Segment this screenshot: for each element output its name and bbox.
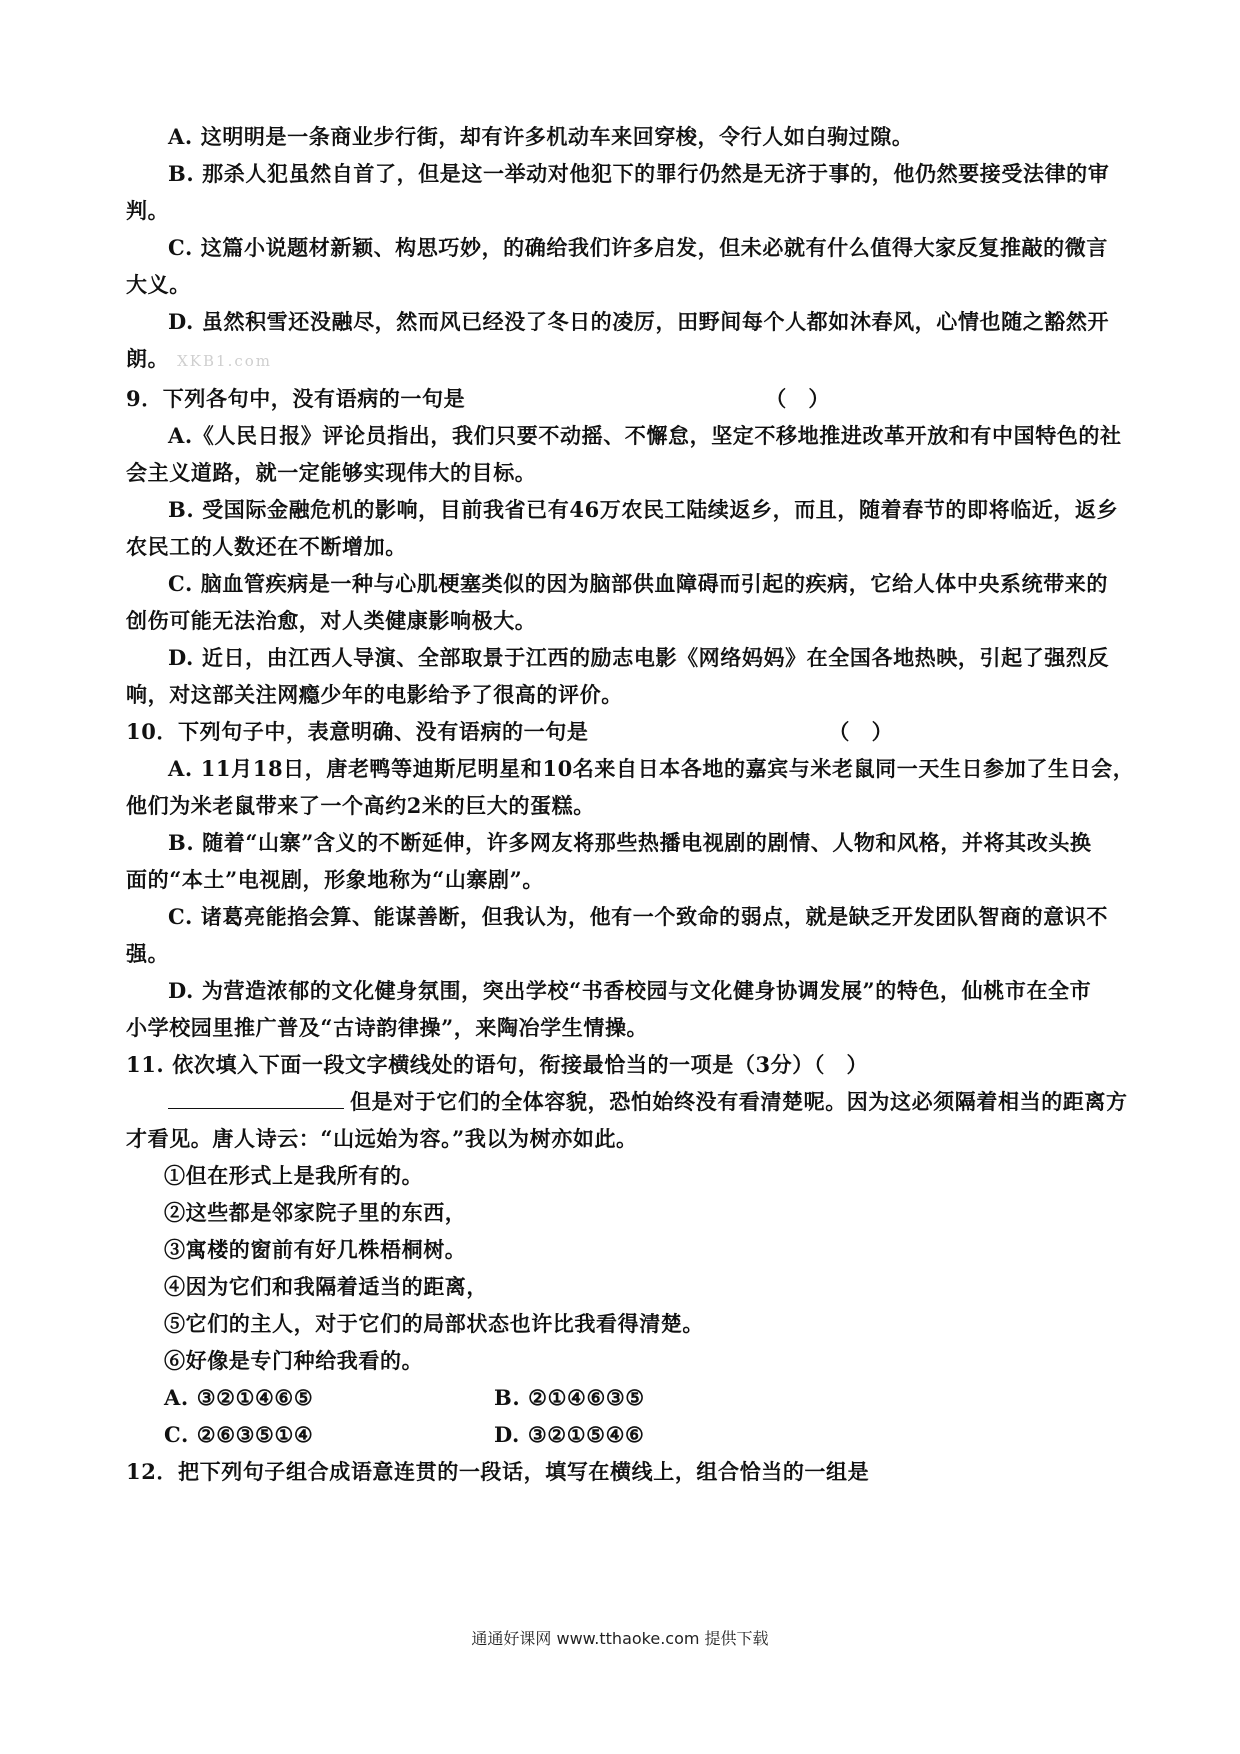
q10-stem-text: 10．下列句子中，表意明确、没有语病的一句是 — [126, 719, 589, 744]
q9-option-b-line2: 农民工的人数还在不断增加。 — [126, 534, 407, 559]
q11-passage-line1 — [126, 1083, 1126, 1120]
q10-option-b-line1: B. 随着“山寨”含义的不断延伸，许多网友将那些热播电视剧的剧情、人物和风格，并将其改头换 — [168, 830, 1092, 855]
exam-content — [126, 118, 1135, 1490]
q9-option-c-line2: 创伤可能无法治愈，对人类健康影响极大。 — [126, 608, 537, 633]
q11-option-b: B. ②①④⑥③⑤ — [494, 1385, 645, 1410]
q8-option-c-line1: C. 这篇小说题材新颖、构思巧妙，的确给我们许多启发，但未必就有什么值得大家反复推敲的微言 — [168, 235, 1108, 260]
q11-item-2: ②这些都是邻家院子里的东西， — [164, 1200, 467, 1225]
q11-options-row1 — [126, 1379, 1126, 1416]
q10-option-c-line1: C. 诸葛亮能掐会算、能谋善断，但我认为，他有一个致命的弱点，就是缺乏开发团队智商的意识不 — [168, 904, 1108, 929]
q11-item-1: ①但在形式上是我所有的。 — [164, 1163, 424, 1188]
page-footer: 通通好课网 www.tthaoke.com 提供下载 — [471, 1629, 769, 1648]
q11-passage-line1-text: 但是对于它们的全体容貌，恐怕始终没有看清楚呢。因为这必须隔着相当的距离方 — [350, 1089, 1128, 1114]
q10-option-a-line1: A. 11月18日，唐老鸭等迪斯尼明星和10名来自日本各地的嘉宾与米老鼠同一天生日参加了生日会， — [168, 756, 1135, 781]
q10-stem — [126, 713, 1126, 750]
q8-option-d-line2 — [126, 340, 1126, 380]
q11-item-3: ③寓楼的窗前有好几株梧桐树。 — [164, 1237, 467, 1262]
q8-option-b-line2: 判。 — [126, 198, 170, 223]
q11-item-4: ④因为它们和我隔着适当的距离， — [164, 1274, 488, 1299]
q8-option-a: A. 这明明是一条商业步行街，却有许多机动车来回穿梭，令行人如白驹过隙。 — [168, 124, 914, 149]
q11-fill-blank — [168, 1086, 344, 1109]
q9-option-b-line1: B. 受国际金融危机的影响，目前我省已有46万农民工陆续返乡，而且，随着春节的即将临近，返乡 — [168, 497, 1119, 522]
q10-option-c-line2: 强。 — [126, 941, 170, 966]
q10-option-d-line1: D. 为营造浓郁的文化健身氛围，突出学校“书香校园与文化健身协调发展”的特色，仙桃市在全市 — [168, 978, 1092, 1003]
q10-answer-paren: （ ） — [828, 719, 894, 744]
q9-answer-paren: （ ） — [765, 386, 831, 411]
q11-item-5: ⑤它们的主人，对于它们的局部状态也许比我看得清楚。 — [164, 1311, 704, 1336]
q9-option-d-line2: 响，对这部关注网瘾少年的电影给予了很高的评价。 — [126, 682, 623, 707]
q12-stem: 12．把下列句子组合成语意连贯的一段话，填写在横线上，组合恰当的一组是 — [126, 1459, 870, 1484]
q11-stem: 11. 依次填入下面一段文字横线处的语句，衔接最恰当的一项是（3分）（ ） — [126, 1052, 869, 1077]
q11-option-c: C. ②⑥③⑤①④ — [164, 1422, 314, 1447]
q8-option-c-line2: 大义。 — [126, 272, 191, 297]
q9-option-a-line2: 会主义道路，就一定能够实现伟大的目标。 — [126, 460, 537, 485]
q11-item-6: ⑥好像是专门种给我看的。 — [164, 1348, 424, 1373]
q11-option-d: D. ③②①⑤④⑥ — [494, 1422, 645, 1447]
q9-stem-text: 9．下列各句中，没有语病的一句是 — [126, 386, 466, 411]
q10-option-a-line2: 他们为米老鼠带来了一个高约2米的巨大的蛋糕。 — [126, 793, 595, 818]
q9-option-a-line1: A.《人民日报》评论员指出，我们只要不动摇、不懈怠，坚定不移地推进改革开放和有中国特色的社 — [168, 423, 1122, 448]
q8-option-b-line1: B. 那杀人犯虽然自首了，但是这一举动对他犯下的罪行仍然是无济于事的，他仍然要接受法律的审 — [168, 161, 1110, 186]
q9-stem — [126, 380, 1126, 417]
watermark: XKB1.com — [177, 352, 272, 370]
q9-option-d-line1: D. 近日，由江西人导演、全部取景于江西的励志电影《网络妈妈》在全国各地热映，引起了强烈反 — [168, 645, 1110, 670]
q10-option-b-line2: 面的“本土”电视剧，形象地称为“山寨剧”。 — [126, 867, 544, 892]
q10-option-d-line2: 小学校园里推广普及“古诗韵律操”，来陶冶学生情操。 — [126, 1015, 649, 1040]
q8-option-d-line1: D. 虽然积雪还没融尽，然而风已经没了冬日的凌厉，田野间每个人都如沐春风，心情也随之豁然开 — [168, 309, 1110, 334]
q11-passage-line2: 才看见。唐人诗云：“山远始为容。”我以为树亦如此。 — [126, 1126, 638, 1151]
q11-option-a: A. ③②①④⑥⑤ — [164, 1385, 314, 1410]
q8-option-d-line2-text: 朗。 — [126, 346, 170, 371]
q11-options-row2 — [126, 1416, 1126, 1453]
q9-option-c-line1: C. 脑血管疾病是一种与心肌梗塞类似的因为脑部供血障碍而引起的疾病，它给人体中央系统带来的 — [168, 571, 1108, 596]
